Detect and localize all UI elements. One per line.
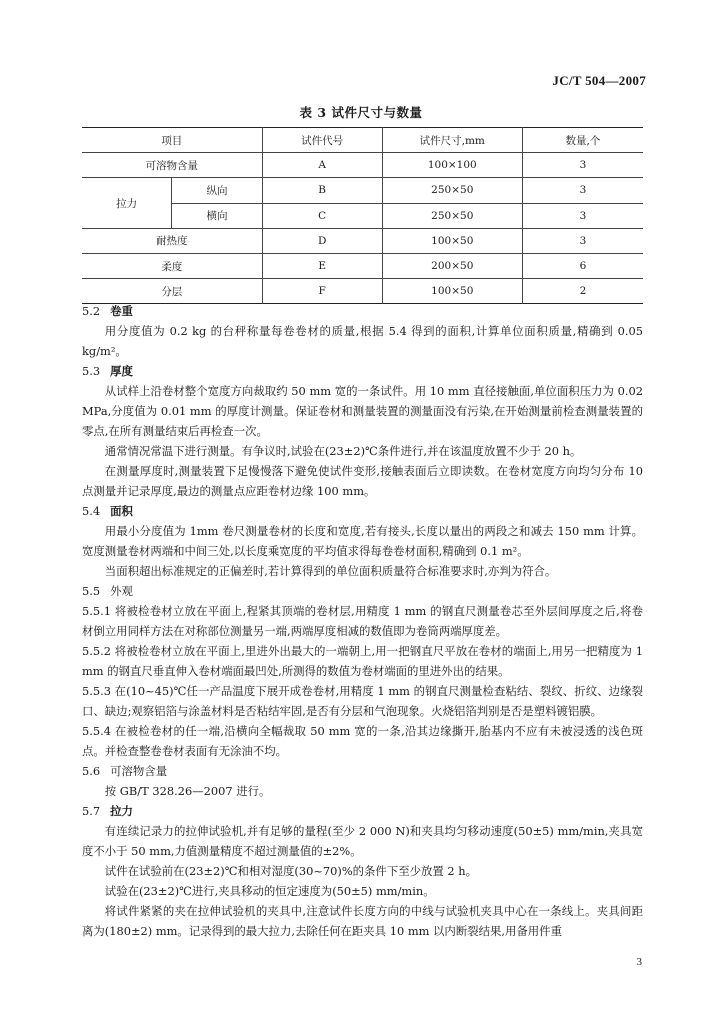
col-header-size: 试件尺寸,mm	[382, 128, 522, 153]
paragraph: 用分度值为 0.2 kg 的台秤称量每卷卷材的质量,根据 5.4 得到的面积,计算单位面积质量,精确到 0.05 kg/m²。	[82, 324, 643, 358]
section-number: 5.5	[82, 584, 101, 598]
cell-qty: 3	[522, 153, 643, 178]
col-header-code: 试件代号	[262, 128, 382, 153]
cell-code: B	[262, 178, 382, 203]
table-row	[82, 228, 643, 253]
specimen-table	[82, 127, 643, 304]
section-number: 5.3	[82, 364, 101, 378]
section-title: 面积	[110, 504, 133, 518]
cell-subitem: 横向	[172, 203, 262, 228]
cell-code: E	[262, 253, 382, 278]
cell-size: 200×50	[382, 253, 522, 278]
section-number: 5.7	[82, 804, 101, 818]
paragraph: 用最小分度值为 1mm 卷尺测量卷材的长度和宽度,若有接头,长度以量出的两段之和减去 150 mm 计算。宽度测量卷材两端和中间三处,以长度乘宽度的平均值求得每卷卷材面积,精确到 0.1 m²。	[82, 524, 643, 558]
section-number: 5.2	[82, 304, 101, 318]
section-number: 5.4	[82, 504, 101, 518]
cell-size: 250×50	[382, 203, 522, 228]
table-header-row	[82, 128, 643, 153]
section-heading	[82, 801, 643, 821]
section-title: 卷重	[110, 304, 133, 318]
document-body	[82, 301, 643, 941]
clause: 5.5.4 在被检卷材的任一端,沿横向全幅裁取 50 mm 宽的一条,沿其边缘撕开,胎基内不应有未被浸透的浅色斑点。并检查整卷卷材表面有无涂油不均。	[82, 724, 643, 758]
cell-item: 分层	[82, 279, 262, 304]
cell-size: 250×50	[382, 178, 522, 203]
clause: 5.5.1 将被检卷材立放在平面上,程紧其顶端的卷材层,用精度 1 mm 的钢直尺测量卷芯至外层间厚度之后,将卷材倒立用同样方法在对称部位测量另一端,两端厚度相减的数值即为卷筒两端厚度差。	[82, 604, 643, 638]
paragraph: 试件在试验前在(23±2)℃和相对湿度(30~70)%的条件下至少放置 2 h。	[104, 864, 477, 878]
table-row	[82, 153, 643, 178]
col-header-item: 项目	[82, 128, 262, 153]
paragraph: 有连续记录力的拉伸试验机,并有足够的量程(至少 2 000 N)和夹具均匀移动速度(50±5) mm/min,夹具宽度不小于 50 mm,力值测量精度不超过测量值的±2%。	[82, 824, 643, 858]
section-heading	[82, 761, 643, 781]
paragraph: 通常情况常温下进行测量。有争议时,试验在(23±2)℃条件进行,并在该温度放置不少于 20 h。	[104, 444, 582, 458]
section-title: 厚度	[110, 364, 133, 378]
paragraph: 从试样上沿卷材整个宽度方向裁取约 50 mm 宽的一条试件。用 10 mm 直径接触面,单位面积压力为 0.02 MPa,分度值为 0.01 mm 的厚度计测量。保证卷材和测量装置的测量面没有污染,在开始测量前检查测量装置的零点,在所有测量结束后再检查一次。	[82, 384, 643, 438]
standard-code: JC/T 504—2007	[552, 73, 646, 88]
paragraph: 将试件紧紧的夹在拉伸试验机的夹具中,注意试件长度方向的中线与试验机夹具中心在一条线上。夹具间距离为(180±2) mm。记录得到的最大拉力,去除任何在距夹具 10 mm 以内断裂结果,用备用件重	[82, 904, 643, 938]
cell-qty: 3	[522, 178, 643, 203]
cell-qty: 2	[522, 279, 643, 304]
paragraph: 当面积超出标准规定的正偏差时,若计算得到的单位面积质量符合标准要求时,亦判为符合。	[104, 564, 557, 578]
section-title: 可溶物含量	[110, 764, 168, 778]
section-heading	[82, 301, 643, 321]
cell-size: 100×50	[382, 279, 522, 304]
section-heading	[82, 501, 643, 521]
cell-qty: 3	[522, 228, 643, 253]
cell-size: 100×100	[382, 153, 522, 178]
cell-code: C	[262, 203, 382, 228]
table-caption: 表 3 试件尺寸与数量	[299, 105, 423, 120]
cell-size: 100×50	[382, 228, 522, 253]
cell-qty: 6	[522, 253, 643, 278]
section-title: 拉力	[110, 804, 133, 818]
clause: 5.5.3 在(10~45)℃任一产品温度下展开成卷卷材,用精度 1 mm 的钢直尺测量检查粘结、裂纹、折纹、边缘裂口、缺边;观察铝箔与涂盖材料是否粘结牢固,是否有分层和气泡现象。火烧铝箔判别是否是塑料镀铝膜。	[82, 684, 643, 718]
table-row	[82, 253, 643, 278]
col-header-qty: 数量,个	[522, 128, 643, 153]
section-heading	[82, 581, 643, 601]
cell-code: A	[262, 153, 382, 178]
cell-item: 可溶物含量	[82, 153, 262, 178]
table-row	[82, 178, 643, 203]
paragraph: 试验在(23±2)℃进行,夹具移动的恒定速度为(50±5) mm/min。	[104, 884, 435, 898]
section-title: 外观	[110, 584, 133, 598]
section-number: 5.6	[82, 764, 101, 778]
page-number: 3	[636, 956, 642, 968]
clause: 5.5.2 将被检卷材立放在平面上,里进外出最大的一端朝上,用一把钢直尺平放在卷材的端面上,用另一把精度为 1 mm 的钢直尺垂直伸入卷材端面最凹处,所测得的数值为卷材端面的里进外出的结果。	[82, 644, 643, 678]
cell-subitem: 纵向	[172, 178, 262, 203]
paragraph: 按 GB/T 328.26—2007 进行。	[104, 784, 271, 798]
cell-item: 拉力	[82, 178, 172, 228]
cell-qty: 3	[522, 203, 643, 228]
cell-code: D	[262, 228, 382, 253]
paragraph: 在测量厚度时,测量装置下足慢慢落下避免使试件变形,接触表面后立即读数。在卷材宽度方向均匀分布 10 点测量并记录厚度,最边的测量点应距卷材边缘 100 mm。	[82, 464, 643, 498]
cell-item: 柔度	[82, 253, 262, 278]
cell-item: 耐热度	[82, 228, 262, 253]
cell-code: F	[262, 279, 382, 304]
section-heading	[82, 361, 643, 381]
